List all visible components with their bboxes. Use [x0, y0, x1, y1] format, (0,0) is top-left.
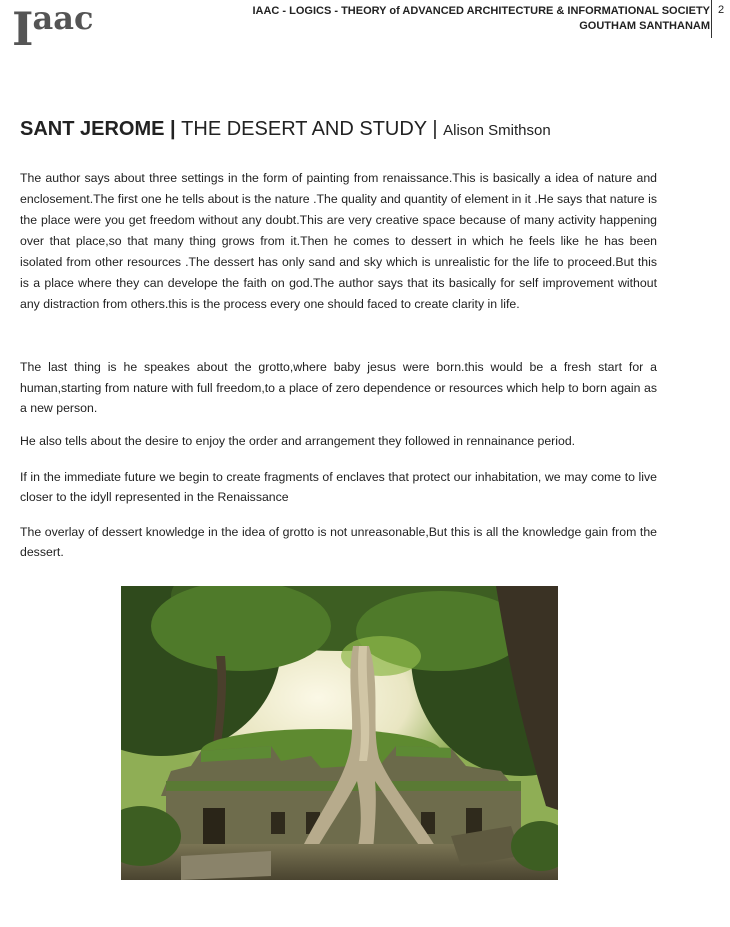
- header-course-title: IAAC - LOGICS - THEORY of ADVANCED ARCHITECTURE & INFORMATIONAL SOCIETY: [252, 5, 710, 17]
- stone-steps: [181, 851, 271, 880]
- paragraph-5: The overlay of dessert knowledge in the idea of grotto is not unreasonable,But this is all the knowledge gain from the dessert.: [20, 525, 657, 559]
- iaac-logo: [12, 2, 93, 56]
- paragraph-2: The last thing is he speakes about the grotto,where baby jesus were born.this would be a fresh start for a human,starting from nature with full freedom,to a place of zero dependence or resources which help to born again as a new person.: [20, 360, 657, 415]
- title-subject: SANT JEROME |: [20, 118, 182, 140]
- header-author: GOUTHAM SANTHANAM: [579, 20, 710, 32]
- page-title: [20, 118, 551, 141]
- paragraph-3: He also tells about the desire to enjoy the order and arrangement they followed in rennainance period.: [20, 434, 576, 448]
- page-number: 2: [711, 0, 730, 38]
- running-header: [252, 4, 710, 34]
- title-author: Alison Smithson: [443, 122, 551, 139]
- title-topic: THE DESERT AND STUDY |: [181, 118, 444, 140]
- paragraph-4: If in the immediate future we begin to create fragments of enclaves that protect our inhabitation, we may come to live closer to the idyll represented in the Renaissance: [20, 470, 657, 504]
- logo-letters: aac: [32, 0, 94, 37]
- temple-doorway-left: [203, 808, 225, 846]
- temple-window-1: [271, 812, 285, 834]
- temple-ruins-illustration: [121, 586, 558, 880]
- moss-roof-right: [396, 746, 451, 758]
- temple-ruins-photo: [121, 586, 558, 880]
- logo-letter: I: [12, 2, 33, 56]
- paragraph-1: The author says about three settings in the form of painting from renaissance.This is basically a idea of nature and enclosement.The first one he tells about is the nature .The quality and quantity of element in it .He says that nature is the place were you get freedom without any doubt.This are very creative space because of many activity happening over that place,so that many thing grows from it.Then he comes to dessert in which he feels like he has been isolated from other resources .The dessert has only sand and sky which is unrealistic for the life to proceed.But this is a place where they can develope the faith on god.The author says that its basically for self improvement without any distraction from others.this is the process every one should faced to create clarity in life.: [20, 171, 657, 311]
